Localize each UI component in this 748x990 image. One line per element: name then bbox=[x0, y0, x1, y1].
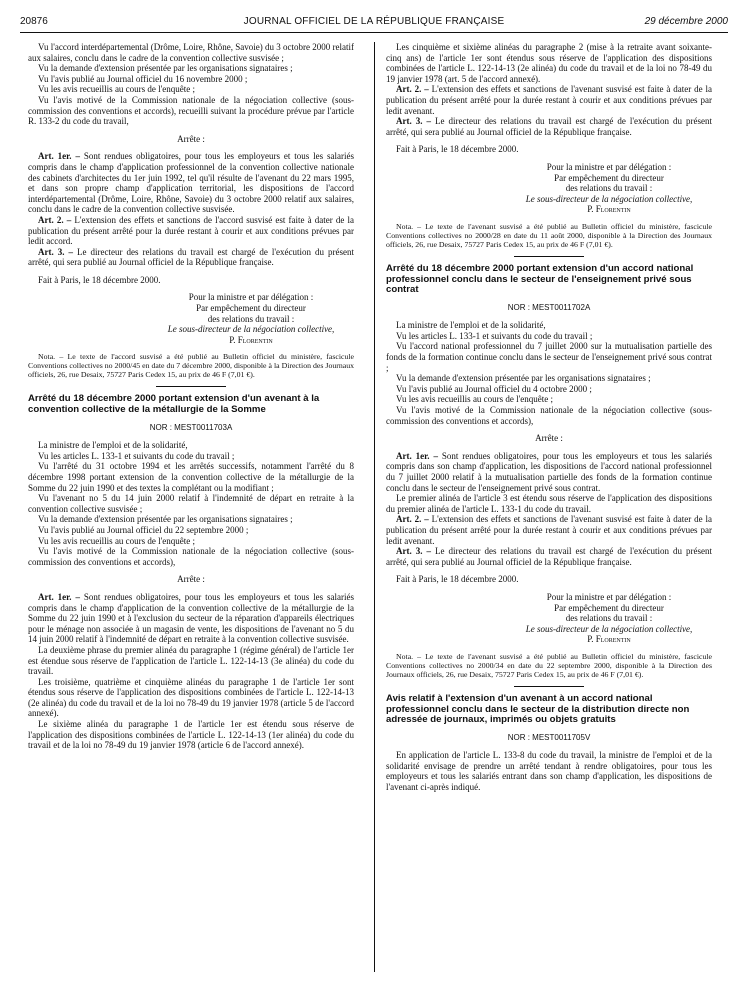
article-label: Art. 2. – bbox=[396, 514, 429, 525]
article-2 bbox=[386, 84, 712, 116]
nota: Nota. – Le texte de l'avenant susvisé a été publié au Bulletin officiel du ministère, fascicule Conventions collectives no 2000/34 en date du 22 septembre 2000, disponible à la Direction des Journaux officiels, 26, rue Desaix, 75727 Paris Cedex 15, au prix de 46 F (7,01 €). bbox=[386, 651, 712, 679]
body-line: Vu l'avis motivé de la Commission nationale de la négociation collective (sous-commission des conventions et accords), bbox=[28, 546, 354, 567]
article-text: L'extension des effets et sanctions de l'avenant susvisé est faite à dater de la publication du présent arrêté pour la durée restant à courir et aux conditions prévues par ledit avenant. bbox=[386, 84, 713, 116]
article-2 bbox=[28, 215, 354, 247]
article-3 bbox=[386, 546, 712, 567]
article-label: Art. 3. – bbox=[396, 116, 432, 127]
vu-line: Vu la demande d'extension présentée par les organisations signataires ; bbox=[38, 63, 293, 74]
signature-line: Pour la ministre et par délégation : bbox=[546, 591, 672, 602]
nor-reference: NOR : MEST0011705V bbox=[507, 732, 591, 742]
article-1 bbox=[28, 592, 354, 645]
journal-title: JOURNAL OFFICIEL DE LA RÉPUBLIQUE FRANÇAISE bbox=[243, 16, 505, 27]
column-divider bbox=[374, 42, 375, 972]
vu-line: Vu l'avis motivé de la Commission nationale de la négociation collective (sous-commission des conventions et accords), recueilli suivant la procédure prévue par l'article R. 133-2 du code du travail, bbox=[28, 94, 354, 127]
article-text: Le directeur des relations du travail est chargé de l'exécution du présent arrêté, qui sera publié au Journal officiel de la République française. bbox=[386, 546, 712, 567]
vu-line: Vu les avis recueillis au cours de l'enquête ; bbox=[38, 84, 196, 95]
page-header bbox=[20, 14, 728, 32]
paragraph: Les cinquième et sixième alinéas du paragraphe 2 (mise à la retraite avant soixante-cinq ans) de l'article 1er sont étendus sous réserve de l'application des dispositions combinées de l'article L. 122-14-13 (2e alinéa) du code du travail et de la loi no 78-49 du 19 janvier 1978 (art. 5 de l'accord annexé). bbox=[386, 42, 712, 84]
nota: Nota. – Le texte de l'avenant susvisé a été publié au Bulletin officiel du ministère, fascicule Conventions collectives no 2000/28 en date du 11 août 2000, disponible à la Direction des Journaux officiels, 26, rue Desaix, 75727 Paris Cedex 15, au prix de 46 F (7,01 €). bbox=[386, 221, 712, 249]
signature-line: Par empêchement du directeur bbox=[196, 303, 306, 314]
article-text: L'extension des effets et sanctions de l'accord susvisé est faite à dater de la publication du présent arrêté pour la durée restant à courir et aux conditions prévues par ledit accord. bbox=[28, 214, 355, 247]
paragraph: En application de l'article L. 133-8 du code du travail, la ministre de l'emploi et de la solidarité envisage de prendre un arrêté tendant à rendre obligatoires, pour tous les employeurs et tous les salariés entrant dans son champ d'application, les dispositions de l'avenant ci-après indiqué. bbox=[386, 750, 712, 793]
arrete-heading: Arrête : bbox=[177, 574, 205, 585]
signatory-name: P. Florentin bbox=[587, 634, 631, 645]
body-line: Vu les articles L. 133-1 et suivants du code du travail ; bbox=[396, 330, 593, 341]
issue-date: 29 décembre 2000 bbox=[644, 16, 728, 27]
article-1 bbox=[28, 151, 354, 215]
signature-line: des relations du travail : bbox=[565, 613, 653, 624]
article-3 bbox=[28, 247, 354, 268]
arrete-heading: Arrête : bbox=[177, 133, 205, 144]
signature-line: des relations du travail : bbox=[207, 313, 295, 324]
article-label: Art. 1er. – bbox=[396, 450, 438, 461]
article-3 bbox=[386, 116, 712, 137]
article-label: Art. 2. – bbox=[396, 84, 429, 95]
nor-reference: NOR : MEST0011702A bbox=[507, 302, 591, 312]
article-label: Art. 3. – bbox=[38, 246, 74, 257]
vu-line: Vu l'avis publié au Journal officiel du 16 novembre 2000 ; bbox=[38, 73, 248, 84]
right-column bbox=[386, 42, 712, 793]
arrete-heading: Arrête : bbox=[535, 433, 563, 444]
body-line: Vu la demande d'extension présentée par les organisations signataires ; bbox=[38, 514, 293, 525]
fait-a-paris: Fait à Paris, le 18 décembre 2000. bbox=[38, 274, 161, 285]
signature-line: Par empêchement du directeur bbox=[554, 172, 664, 183]
article-text: Sont rendues obligatoires, pour tous les employeurs et tous les salariés compris dans le champ d'application professionnel de la convention collective nationale des cabinets d'architectes du 1er juin 1992, tel qu'il résulte de l'avenant du 22 mars 1995, et dans son propre champ d'application territorial, les dispositions de l'accord interdépartemental (Drôme, Loire, Rhône, Savoie) du 3 octobre 2000 relatif aux salaires, conclu dans le cadre de la convention collective susvisée. bbox=[28, 151, 355, 215]
signatory-name: P. Florentin bbox=[587, 204, 631, 215]
signature-line: Pour la ministre et par délégation : bbox=[188, 292, 314, 303]
article-1 bbox=[386, 451, 712, 493]
article-label: Art. 1er. – bbox=[38, 151, 80, 162]
signature-line: Le sous-directeur de la négociation collective, bbox=[525, 623, 693, 634]
signatory-name: P. Florentin bbox=[229, 334, 273, 345]
left-column bbox=[28, 42, 354, 751]
fait-a-paris: Fait à Paris, le 18 décembre 2000. bbox=[396, 574, 519, 585]
decree-title: Arrêté du 18 décembre 2000 portant extension d'un accord national professionnel conclu dans le secteur de l'enseignement privé sous contrat bbox=[386, 262, 694, 296]
body-line: La ministre de l'emploi et de la solidarité, bbox=[38, 440, 188, 451]
body-line: Vu les articles L. 133-1 et suivants du code du travail ; bbox=[38, 450, 235, 461]
article-text: Le directeur des relations du travail est chargé de l'exécution du présent arrêté, qui sera publié au Journal officiel de la République française. bbox=[28, 246, 354, 268]
fait-a-paris: Fait à Paris, le 18 décembre 2000. bbox=[396, 144, 519, 155]
body-line: Vu l'avenant no 5 du 14 juin 2000 relatif à l'indemnité de départ en retraite à la convention collective susvisée ; bbox=[28, 493, 354, 514]
body-line: Vu la demande d'extension présentée par les organisations signataires ; bbox=[396, 373, 651, 384]
article-text: Le directeur des relations du travail est chargé de l'exécution du présent arrêté, qui sera publié au Journal officiel de la République française. bbox=[386, 116, 712, 137]
body-line: Vu les avis recueillis au cours de l'enquête ; bbox=[38, 535, 196, 546]
notice-title: Avis relatif à l'extension d'un avenant à un accord national professionnel conclu dans le secteur de la distribution directe non adressée de journaux, imprimés ou objets gratuits bbox=[386, 692, 690, 726]
signature-line: des relations du travail : bbox=[565, 183, 653, 194]
signature-line: Par empêchement du directeur bbox=[554, 602, 664, 613]
body-line: Vu les avis recueillis au cours de l'enquête ; bbox=[396, 394, 554, 405]
page-number: 20876 bbox=[20, 16, 48, 27]
body-line: La ministre de l'emploi et de la solidarité, bbox=[396, 320, 546, 331]
nor-reference: NOR : MEST0011703A bbox=[149, 422, 233, 432]
article-label: Art. 3. – bbox=[396, 546, 432, 557]
body-line: Vu l'accord national professionnel du 7 juillet 2000 sur la mutualisation partielle des fonds de la formation continue conclu dans le secteur de l'enseignement privé sous contrat ; bbox=[386, 341, 712, 373]
signature-line: Le sous-directeur de la négociation collective, bbox=[167, 324, 335, 335]
body-line: Vu l'avis publié au Journal officiel du 22 septembre 2000 ; bbox=[38, 524, 249, 535]
signature-line: Le sous-directeur de la négociation collective, bbox=[525, 193, 693, 204]
article-label: Art. 2. – bbox=[38, 214, 72, 225]
body-line: Vu l'avis motivé de la Commission nationale de la négociation collective (sous-commission des conventions et accords), bbox=[386, 405, 712, 426]
nota: Nota. – Le texte de l'accord susvisé a été publié au Bulletin officiel du ministère, fascicule Conventions collectives no 2000/45 en date du 7 décembre 2000, disponible à la Direction des Journaux officiels, 26, rue Desaix, 75727 Paris Cedex 15, au prix de 46 F (7,01 €). bbox=[28, 352, 354, 380]
paragraph: Le premier alinéa de l'article 3 est étendu sous réserve de l'application des dispositions du premier alinéa de l'article L. 133-1 du code du travail. bbox=[386, 493, 712, 514]
article-text: Sont rendues obligatoires, pour tous les employeurs et tous les salariés compris dans son champ d'application, les dispositions de l'accord national professionnel du 7 juillet 2000 relatif à la mutualisation partielle des fonds de la formation continue conclu dans le secteur de l'enseignement privé sous contrat. bbox=[386, 450, 713, 493]
paragraph: Le sixième alinéa du paragraphe 1 de l'article 1er est étendu sous réserve de l'application des dispositions combinées de l'article L. 122-14-13 (1er alinéa) du code du travail et de la loi no 78-49 du 19 janvier 1978 (article 6 de l'accord annexé). bbox=[28, 719, 354, 751]
header-rule bbox=[20, 32, 728, 33]
paragraph: Les troisième, quatrième et cinquième alinéas du paragraphe 1 de l'article 1er sont étendus sous réserve de l'application des dispositions combinées de l'article L. 122-14-13 (2e alinéa) du code du travail et de la loi no 78-49 du 19 janvier 1978 (article 5 de l'accord annexé). bbox=[28, 676, 354, 719]
article-label: Art. 1er. – bbox=[38, 591, 80, 602]
vu-line: Vu l'accord interdépartemental (Drôme, Loire, Rhône, Savoie) du 3 octobre 2000 relatif aux salaires, conclu dans le cadre de la convention collective susvisée ; bbox=[28, 42, 354, 63]
body-line: Vu l'avis publié au Journal officiel du 4 octobre 2000 ; bbox=[396, 383, 592, 394]
article-2 bbox=[386, 514, 712, 546]
signature-line: Pour la ministre et par délégation : bbox=[546, 161, 672, 172]
article-text: Sont rendues obligatoires, pour tous les employeurs et tous les salariés compris dans le champ d'application de la convention collective de la métallurgie de la Somme du 22 juin 1990 et à l'exclusion du secteur de la réparation d'appareils électriques pour le ménage non associée à un magasin de vente, les dispositions de l'avenant no 5 du 14 juin 2000 relatif à l'indemnité de départ en retraite à la convention collective susvisée. bbox=[28, 591, 355, 645]
article-text: L'extension des effets et sanctions de l'avenant susvisé est faite à dater de la publication du présent arrêté pour la durée restant à courir et aux conditions prévues par ledit avenant. bbox=[386, 514, 713, 546]
body-line: Vu l'arrêté du 31 octobre 1994 et les arrêtés successifs, notamment l'arrêté du 8 décembre 1998 portant extension de la convention collective de la métallurgie de la Somme du 22 juin 1990 et des textes la complétant ou la modifiant ; bbox=[28, 461, 354, 493]
decree-title: Arrêté du 18 décembre 2000 portant extension d'un avenant à la convention collective de la métallurgie de la Somme bbox=[28, 393, 320, 416]
paragraph: La deuxième phrase du premier alinéa du paragraphe 1 (régime général) de l'article 1er est étendue sous réserve de l'application de l'article L. 122-14-13 (3e alinéa) du code du travail. bbox=[28, 644, 354, 677]
